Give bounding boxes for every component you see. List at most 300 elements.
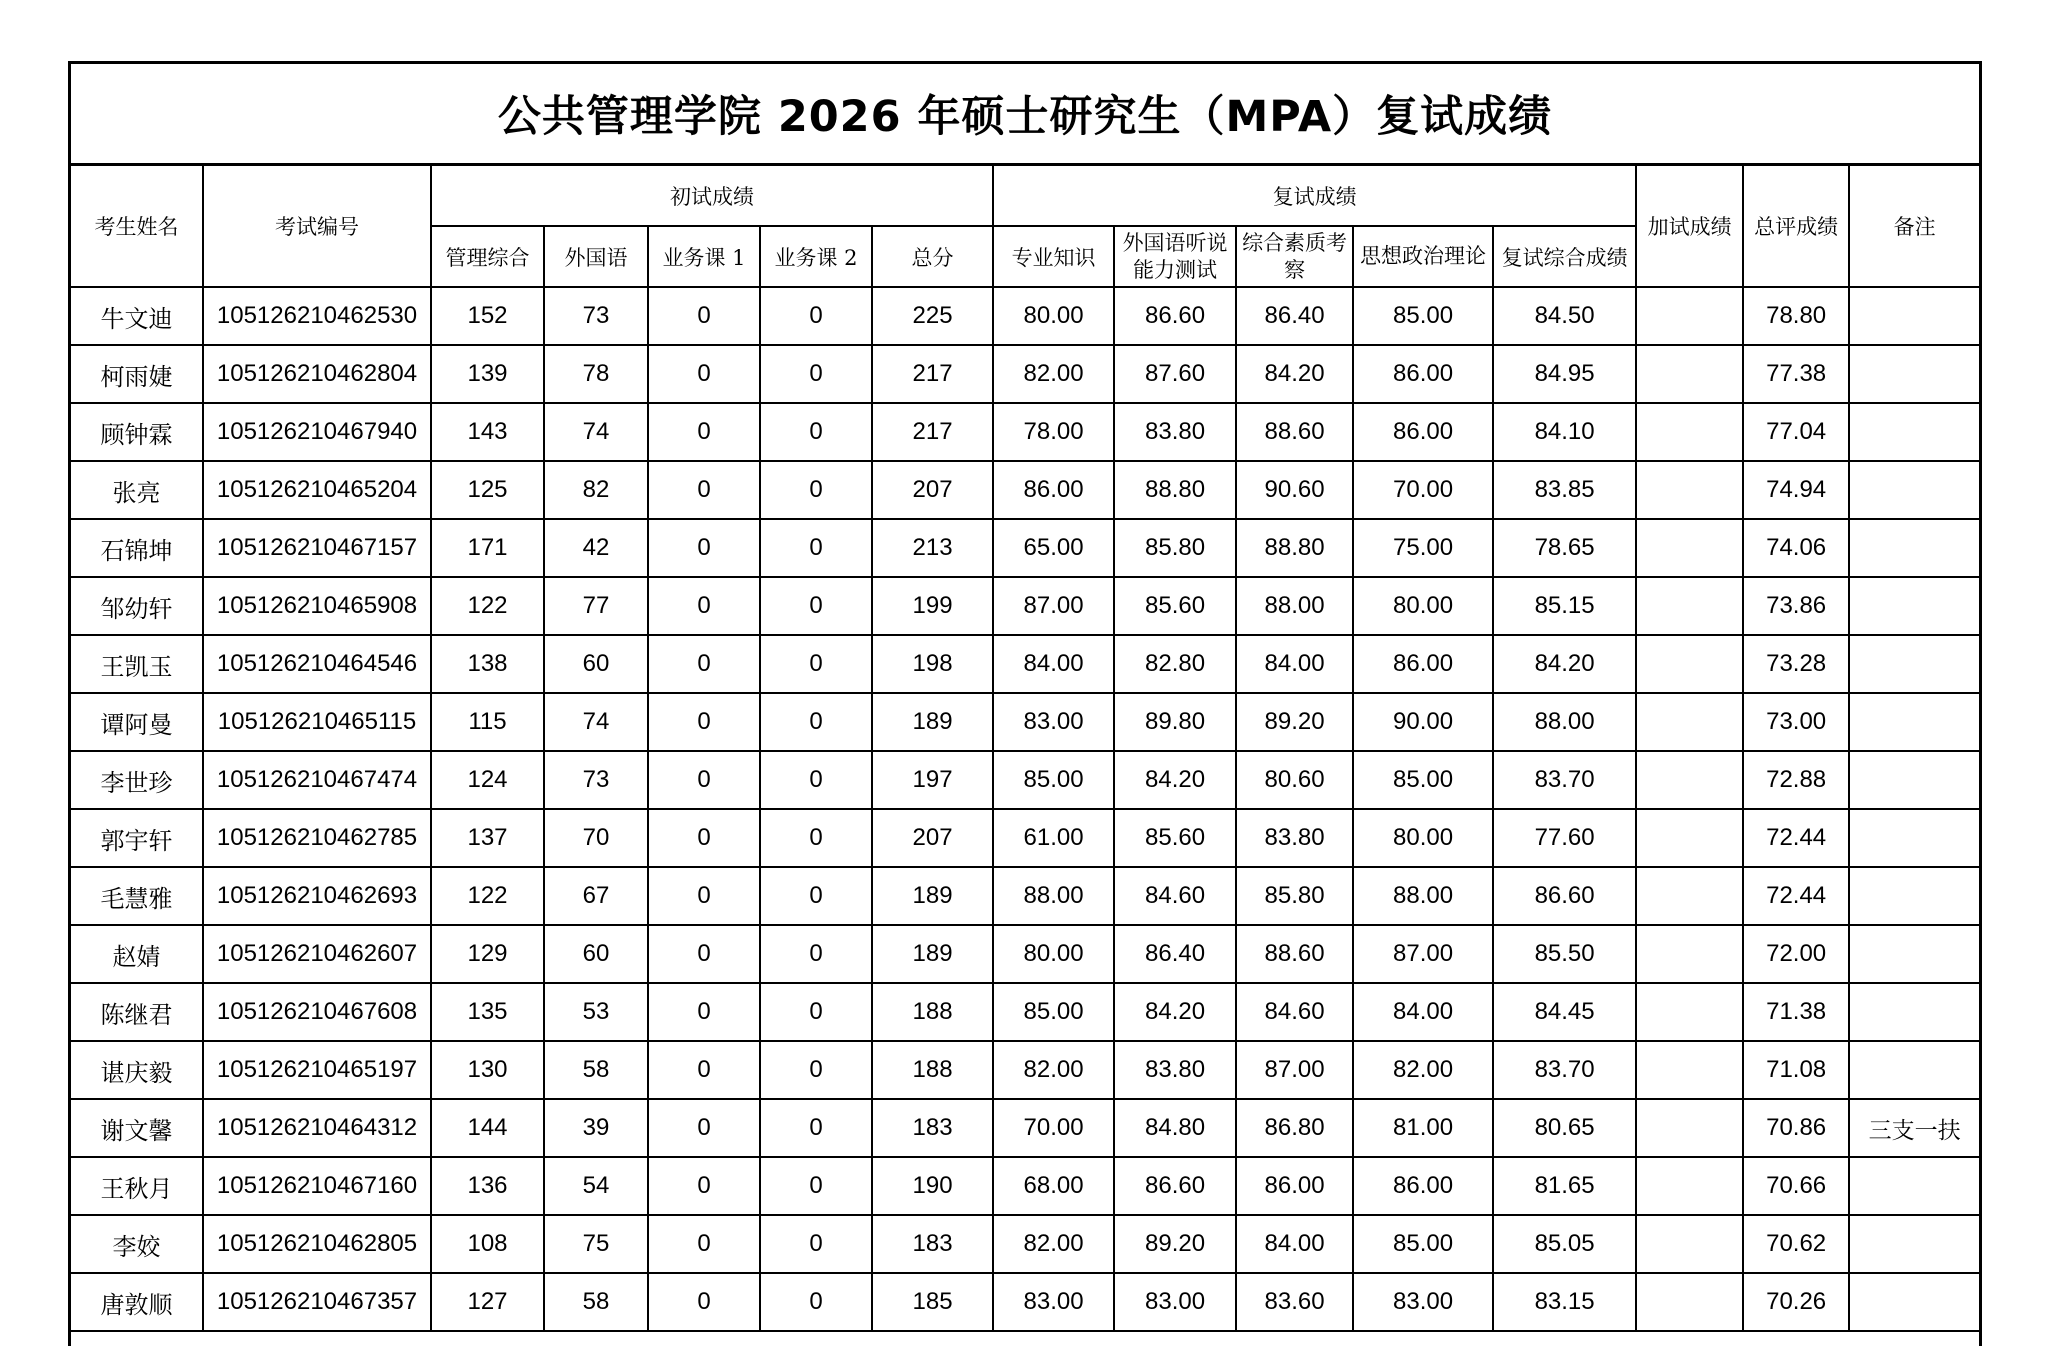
listening-speaking-score: 84.20 [1114,983,1236,1041]
management-score: 125 [431,461,544,519]
retest-total: 80.65 [1493,1099,1636,1157]
initial-total: 199 [872,577,993,635]
remark [1849,867,1979,925]
bonus-score [1636,1041,1743,1099]
table-row [71,519,1979,577]
management-score: 124 [431,751,544,809]
table-row [71,461,1979,519]
exam-id: 105126210467157 [203,519,431,577]
col-header-professional: 专业知识 [993,226,1114,287]
remark [1849,403,1979,461]
foreign-language-score: 73 [544,751,648,809]
group-header-initial: 初试成绩 [431,166,993,226]
course-2-score: 0 [760,751,872,809]
quality-score: 84.00 [1236,635,1353,693]
remark [1849,577,1979,635]
politics-score: 86.00 [1353,635,1493,693]
foreign-language-score: 67 [544,867,648,925]
listening-speaking-score: 85.60 [1114,577,1236,635]
overall-score: 72.44 [1743,809,1849,867]
col-header-quality: 综合素质考察 [1236,226,1353,287]
quality-score: 90.60 [1236,461,1353,519]
initial-total: 189 [872,925,993,983]
course-2-score: 0 [760,461,872,519]
listening-speaking-score: 89.20 [1114,1215,1236,1273]
table-row [71,925,1979,983]
initial-total: 225 [872,287,993,345]
score-table-body [71,287,1979,1331]
col-header-management: 管理综合 [431,226,544,287]
management-score: 144 [431,1099,544,1157]
course-1-score: 0 [648,1215,760,1273]
exam-id: 105126210467940 [203,403,431,461]
table-row [71,693,1979,751]
group-header-retest: 复试成绩 [993,166,1636,226]
quality-score: 88.80 [1236,519,1353,577]
candidate-name: 毛慧雅 [71,867,203,925]
retest-total: 85.05 [1493,1215,1636,1273]
overall-score: 78.80 [1743,287,1849,345]
listening-speaking-score: 84.60 [1114,867,1236,925]
course-1-score: 0 [648,1157,760,1215]
professional-score: 85.00 [993,751,1114,809]
overall-score: 73.00 [1743,693,1849,751]
course-2-score: 0 [760,1157,872,1215]
exam-id: 105126210465908 [203,577,431,635]
foreign-language-score: 54 [544,1157,648,1215]
management-score: 152 [431,287,544,345]
col-header-exam-id: 考试编号 [203,166,431,287]
professional-score: 65.00 [993,519,1114,577]
management-score: 129 [431,925,544,983]
management-score: 139 [431,345,544,403]
bonus-score [1636,635,1743,693]
exam-id: 105126210467357 [203,1273,431,1331]
course-1-score: 0 [648,403,760,461]
col-header-course-2: 业务课 2 [760,226,872,287]
professional-score: 88.00 [993,867,1114,925]
overall-score: 72.44 [1743,867,1849,925]
foreign-language-score: 58 [544,1041,648,1099]
listening-speaking-score: 84.80 [1114,1099,1236,1157]
course-1-score: 0 [648,287,760,345]
quality-score: 84.00 [1236,1215,1353,1273]
management-score: 122 [431,577,544,635]
initial-total: 197 [872,751,993,809]
course-1-score: 0 [648,1041,760,1099]
quality-score: 86.40 [1236,287,1353,345]
bonus-score [1636,1099,1743,1157]
overall-score: 71.38 [1743,983,1849,1041]
initial-total: 217 [872,345,993,403]
table-row [71,867,1979,925]
bonus-score [1636,983,1743,1041]
course-2-score: 0 [760,1099,872,1157]
overall-score: 74.06 [1743,519,1849,577]
listening-speaking-score: 84.20 [1114,751,1236,809]
col-header-retest-total: 复试综合成绩 [1493,226,1636,287]
course-2-score: 0 [760,693,872,751]
management-score: 115 [431,693,544,751]
quality-score: 89.20 [1236,693,1353,751]
retest-total: 78.65 [1493,519,1636,577]
exam-id: 105126210464546 [203,635,431,693]
initial-total: 198 [872,635,993,693]
remark [1849,751,1979,809]
candidate-name: 谭阿曼 [71,693,203,751]
foreign-language-score: 60 [544,925,648,983]
retest-total: 84.95 [1493,345,1636,403]
overall-score: 72.88 [1743,751,1849,809]
politics-score: 85.00 [1353,1215,1493,1273]
initial-total: 190 [872,1157,993,1215]
exam-id: 105126210465197 [203,1041,431,1099]
remark [1849,1273,1979,1331]
course-1-score: 0 [648,461,760,519]
initial-total: 188 [872,983,993,1041]
overall-score: 70.66 [1743,1157,1849,1215]
retest-total: 83.70 [1493,1041,1636,1099]
politics-score: 70.00 [1353,461,1493,519]
exam-id: 105126210462805 [203,1215,431,1273]
management-score: 127 [431,1273,544,1331]
course-2-score: 0 [760,867,872,925]
candidate-name: 柯雨婕 [71,345,203,403]
remark [1849,287,1979,345]
quality-score: 86.00 [1236,1157,1353,1215]
professional-score: 82.00 [993,1041,1114,1099]
remark [1849,1157,1979,1215]
initial-total: 207 [872,461,993,519]
course-1-score: 0 [648,519,760,577]
bonus-score [1636,867,1743,925]
listening-speaking-score: 88.80 [1114,461,1236,519]
foreign-language-score: 60 [544,635,648,693]
quality-score: 86.80 [1236,1099,1353,1157]
quality-score: 85.80 [1236,867,1353,925]
course-2-score: 0 [760,983,872,1041]
course-1-score: 0 [648,693,760,751]
foreign-language-score: 74 [544,693,648,751]
foreign-language-score: 75 [544,1215,648,1273]
management-score: 138 [431,635,544,693]
bonus-score [1636,345,1743,403]
course-1-score: 0 [648,1099,760,1157]
score-sheet [68,61,1982,1346]
exam-id: 105126210462607 [203,925,431,983]
bonus-score [1636,693,1743,751]
remark [1849,983,1979,1041]
listening-speaking-score: 83.80 [1114,403,1236,461]
col-header-overall: 总评成绩 [1743,166,1849,287]
management-score: 171 [431,519,544,577]
overall-score: 74.94 [1743,461,1849,519]
management-score: 143 [431,403,544,461]
table-row [71,635,1979,693]
table-row [71,1157,1979,1215]
professional-score: 78.00 [993,403,1114,461]
quality-score: 83.80 [1236,809,1353,867]
foreign-language-score: 70 [544,809,648,867]
col-header-total: 总分 [872,226,993,287]
professional-score: 82.00 [993,345,1114,403]
politics-score: 88.00 [1353,867,1493,925]
table-row [71,287,1979,345]
listening-speaking-score: 85.60 [1114,809,1236,867]
candidate-name: 邹幼轩 [71,577,203,635]
politics-score: 81.00 [1353,1099,1493,1157]
bonus-score [1636,519,1743,577]
quality-score: 88.00 [1236,577,1353,635]
table-row [71,1099,1979,1157]
candidate-name: 张亮 [71,461,203,519]
remark [1849,635,1979,693]
listening-speaking-score: 86.40 [1114,925,1236,983]
col-header-remark: 备注 [1849,166,1979,287]
retest-total: 85.50 [1493,925,1636,983]
professional-score: 83.00 [993,1273,1114,1331]
remark [1849,461,1979,519]
professional-score: 61.00 [993,809,1114,867]
bonus-score [1636,925,1743,983]
candidate-name: 李姣 [71,1215,203,1273]
exam-id: 105126210462530 [203,287,431,345]
remark [1849,1041,1979,1099]
professional-score: 68.00 [993,1157,1114,1215]
course-2-score: 0 [760,287,872,345]
overall-score: 73.28 [1743,635,1849,693]
quality-score: 80.60 [1236,751,1353,809]
professional-score: 82.00 [993,1215,1114,1273]
retest-total: 81.65 [1493,1157,1636,1215]
candidate-name: 王秋月 [71,1157,203,1215]
candidate-name: 谢文馨 [71,1099,203,1157]
overall-score: 73.86 [1743,577,1849,635]
course-2-score: 0 [760,925,872,983]
course-1-score: 0 [648,577,760,635]
professional-score: 86.00 [993,461,1114,519]
exam-id: 105126210464312 [203,1099,431,1157]
table-row [71,1273,1979,1331]
exam-id: 105126210467160 [203,1157,431,1215]
listening-speaking-score: 83.80 [1114,1041,1236,1099]
course-1-score: 0 [648,983,760,1041]
initial-total: 188 [872,1041,993,1099]
politics-score: 87.00 [1353,925,1493,983]
management-score: 135 [431,983,544,1041]
candidate-name: 赵婧 [71,925,203,983]
quality-score: 88.60 [1236,403,1353,461]
exam-id: 105126210465115 [203,693,431,751]
score-table [71,166,1979,1332]
course-1-score: 0 [648,751,760,809]
course-1-score: 0 [648,925,760,983]
politics-score: 82.00 [1353,1041,1493,1099]
professional-score: 80.00 [993,287,1114,345]
retest-total: 88.00 [1493,693,1636,751]
quality-score: 84.60 [1236,983,1353,1041]
listening-speaking-score: 87.60 [1114,345,1236,403]
management-score: 136 [431,1157,544,1215]
candidate-name: 王凯玉 [71,635,203,693]
remark [1849,809,1979,867]
table-row [71,403,1979,461]
overall-score: 70.62 [1743,1215,1849,1273]
quality-score: 83.60 [1236,1273,1353,1331]
course-2-score: 0 [760,577,872,635]
management-score: 108 [431,1215,544,1273]
remark [1849,1215,1979,1273]
overall-score: 70.86 [1743,1099,1849,1157]
foreign-language-score: 78 [544,345,648,403]
remark [1849,925,1979,983]
politics-score: 84.00 [1353,983,1493,1041]
bonus-score [1636,287,1743,345]
management-score: 137 [431,809,544,867]
course-2-score: 0 [760,809,872,867]
candidate-name: 郭宇轩 [71,809,203,867]
bonus-score [1636,1157,1743,1215]
retest-total: 77.60 [1493,809,1636,867]
remark [1849,345,1979,403]
management-score: 130 [431,1041,544,1099]
listening-speaking-score: 85.80 [1114,519,1236,577]
remark: 三支一扶 [1849,1099,1979,1157]
candidate-name: 谌庆毅 [71,1041,203,1099]
overall-score: 77.04 [1743,403,1849,461]
exam-id: 105126210462785 [203,809,431,867]
professional-score: 80.00 [993,925,1114,983]
table-row [71,751,1979,809]
course-2-score: 0 [760,635,872,693]
table-row [71,1215,1979,1273]
politics-score: 90.00 [1353,693,1493,751]
quality-score: 87.00 [1236,1041,1353,1099]
course-1-score: 0 [648,809,760,867]
course-1-score: 0 [648,867,760,925]
course-2-score: 0 [760,1215,872,1273]
foreign-language-score: 39 [544,1099,648,1157]
listening-speaking-score: 86.60 [1114,1157,1236,1215]
politics-score: 85.00 [1353,287,1493,345]
bonus-score [1636,403,1743,461]
col-header-listening-speaking: 外国语听说能力测试 [1114,226,1236,287]
professional-score: 87.00 [993,577,1114,635]
bonus-score [1636,1273,1743,1331]
professional-score: 84.00 [993,635,1114,693]
page-title: 公共管理学院 2026 年硕士研究生（MPA）复试成绩 [71,64,1979,166]
col-header-name: 考生姓名 [71,166,203,287]
initial-total: 217 [872,403,993,461]
initial-total: 185 [872,1273,993,1331]
initial-total: 189 [872,867,993,925]
exam-id: 105126210465204 [203,461,431,519]
quality-score: 88.60 [1236,925,1353,983]
retest-total: 85.15 [1493,577,1636,635]
col-header-bonus: 加试成绩 [1636,166,1743,287]
overall-score: 72.00 [1743,925,1849,983]
politics-score: 86.00 [1353,403,1493,461]
course-1-score: 0 [648,635,760,693]
exam-id: 105126210467608 [203,983,431,1041]
retest-total: 84.20 [1493,635,1636,693]
course-2-score: 0 [760,403,872,461]
foreign-language-score: 74 [544,403,648,461]
retest-total: 83.70 [1493,751,1636,809]
quality-score: 84.20 [1236,345,1353,403]
professional-score: 83.00 [993,693,1114,751]
table-row [71,345,1979,403]
candidate-name: 石锦坤 [71,519,203,577]
candidate-name: 顾钟霖 [71,403,203,461]
col-header-course-1: 业务课 1 [648,226,760,287]
bonus-score [1636,461,1743,519]
bonus-score [1636,577,1743,635]
retest-total: 84.10 [1493,403,1636,461]
candidate-name: 唐敦顺 [71,1273,203,1331]
initial-total: 183 [872,1215,993,1273]
bonus-score [1636,1215,1743,1273]
retest-total: 84.45 [1493,983,1636,1041]
col-header-politics: 思想政治理论 [1353,226,1493,287]
course-2-score: 0 [760,1273,872,1331]
overall-score: 71.08 [1743,1041,1849,1099]
politics-score: 80.00 [1353,577,1493,635]
candidate-name: 陈继君 [71,983,203,1041]
course-1-score: 0 [648,345,760,403]
bonus-score [1636,809,1743,867]
listening-speaking-score: 82.80 [1114,635,1236,693]
retest-total: 83.15 [1493,1273,1636,1331]
initial-total: 189 [872,693,993,751]
politics-score: 83.00 [1353,1273,1493,1331]
politics-score: 86.00 [1353,1157,1493,1215]
retest-total: 84.50 [1493,287,1636,345]
course-2-score: 0 [760,345,872,403]
candidate-name: 牛文迪 [71,287,203,345]
candidate-name: 李世珍 [71,751,203,809]
management-score: 122 [431,867,544,925]
exam-id: 105126210462693 [203,867,431,925]
initial-total: 213 [872,519,993,577]
politics-score: 75.00 [1353,519,1493,577]
initial-total: 183 [872,1099,993,1157]
listening-speaking-score: 86.60 [1114,287,1236,345]
politics-score: 80.00 [1353,809,1493,867]
politics-score: 85.00 [1353,751,1493,809]
table-row [71,577,1979,635]
foreign-language-score: 53 [544,983,648,1041]
foreign-language-score: 58 [544,1273,648,1331]
foreign-language-score: 77 [544,577,648,635]
bonus-score [1636,751,1743,809]
course-2-score: 0 [760,519,872,577]
col-header-foreign-language: 外国语 [544,226,648,287]
remark [1849,519,1979,577]
initial-total: 207 [872,809,993,867]
course-2-score: 0 [760,1041,872,1099]
course-1-score: 0 [648,1273,760,1331]
foreign-language-score: 82 [544,461,648,519]
retest-total: 86.60 [1493,867,1636,925]
table-row [71,983,1979,1041]
foreign-language-score: 73 [544,287,648,345]
politics-score: 86.00 [1353,345,1493,403]
header-row-group [71,166,1979,226]
overall-score: 77.38 [1743,345,1849,403]
professional-score: 85.00 [993,983,1114,1041]
professional-score: 70.00 [993,1099,1114,1157]
